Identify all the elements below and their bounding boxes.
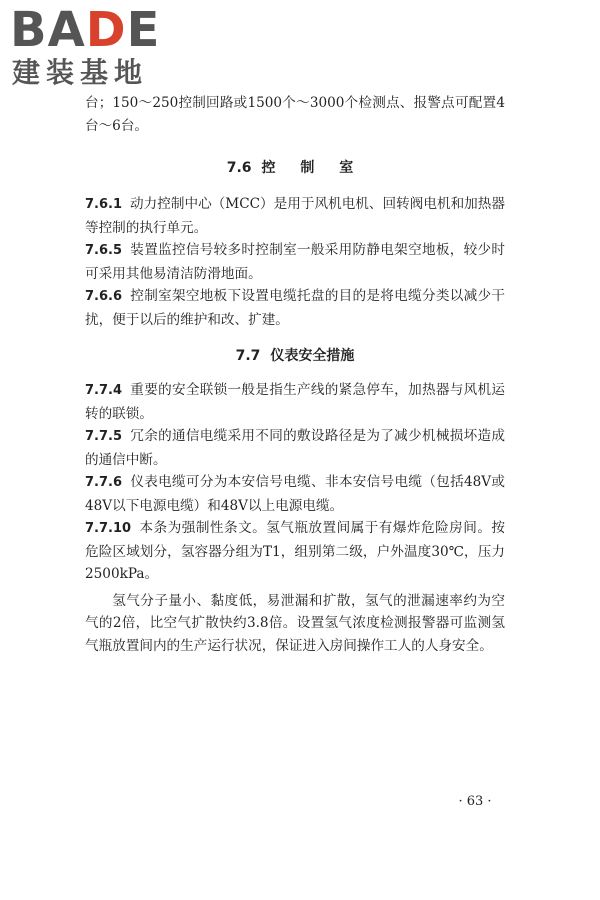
- continuation-paragraph: 台；150～250控制回路或1500个～3000个检测点、报警点可配置4台～6台。: [85, 95, 505, 134]
- clause-7-6-5: 7.6.5 装置监控信号较多时控制室一般采用防静电架空地板，较少时可采用其他易清洁防滑地面。: [85, 242, 505, 282]
- page-number: · 63 ·: [458, 794, 492, 809]
- bade-logo: [10, 2, 180, 89]
- clause-7-6-1: 7.6.1 动力控制中心（MCC）是用于风机电机、回转阀电机和加热器等控制的执行单元。: [85, 196, 505, 236]
- clause-7-7-5: 7.7.5 冗余的通信电缆采用不同的敷设路径是为了减少机械损坏造成的通信中断。: [85, 428, 505, 468]
- section-heading-7-6: 7.6 控 制 室: [226, 160, 364, 176]
- clause-7-7-4: 7.7.4 重要的安全联锁一般是指生产线的紧急停车，加热器与风机运转的联锁。: [85, 382, 505, 422]
- clause-7-6-6: 7.6.6 控制室架空地板下设置电缆托盘的目的是将电缆分类以减少干扰，便于以后的维护和改、扩建。: [85, 288, 505, 328]
- clause-7-7-6: 7.7.6 仪表电缆可分为本安信号电缆、非本安信号电缆（包括48V或48V以下电源电缆）和48V以上电源电缆。: [85, 474, 505, 514]
- logo-subtitle: 建装基地: [12, 56, 149, 89]
- logo-wordmark: BADE: [10, 2, 161, 58]
- section-heading-7-7: 7.7 仪表安全措施: [235, 348, 355, 364]
- clause-7-7-10: 7.7.10 本条为强制性条文。氢气瓶放置间属于有爆炸危险房间。按危险区域划分，氢容器分组为T1，组别第二级，户外温度30℃，压力2500kPa。: [85, 520, 505, 582]
- explanation-paragraph: 氢气分子量小、黏度低，易泄漏和扩散，氢气的泄漏速率约为空气的2倍，比空气扩散快约3.8倍。设置氢气浓度检测报警器可监测氢气瓶放置间内的生产运行状况，保证进入房间操作工人的人身安全。: [85, 592, 505, 654]
- page-body: [85, 92, 505, 657]
